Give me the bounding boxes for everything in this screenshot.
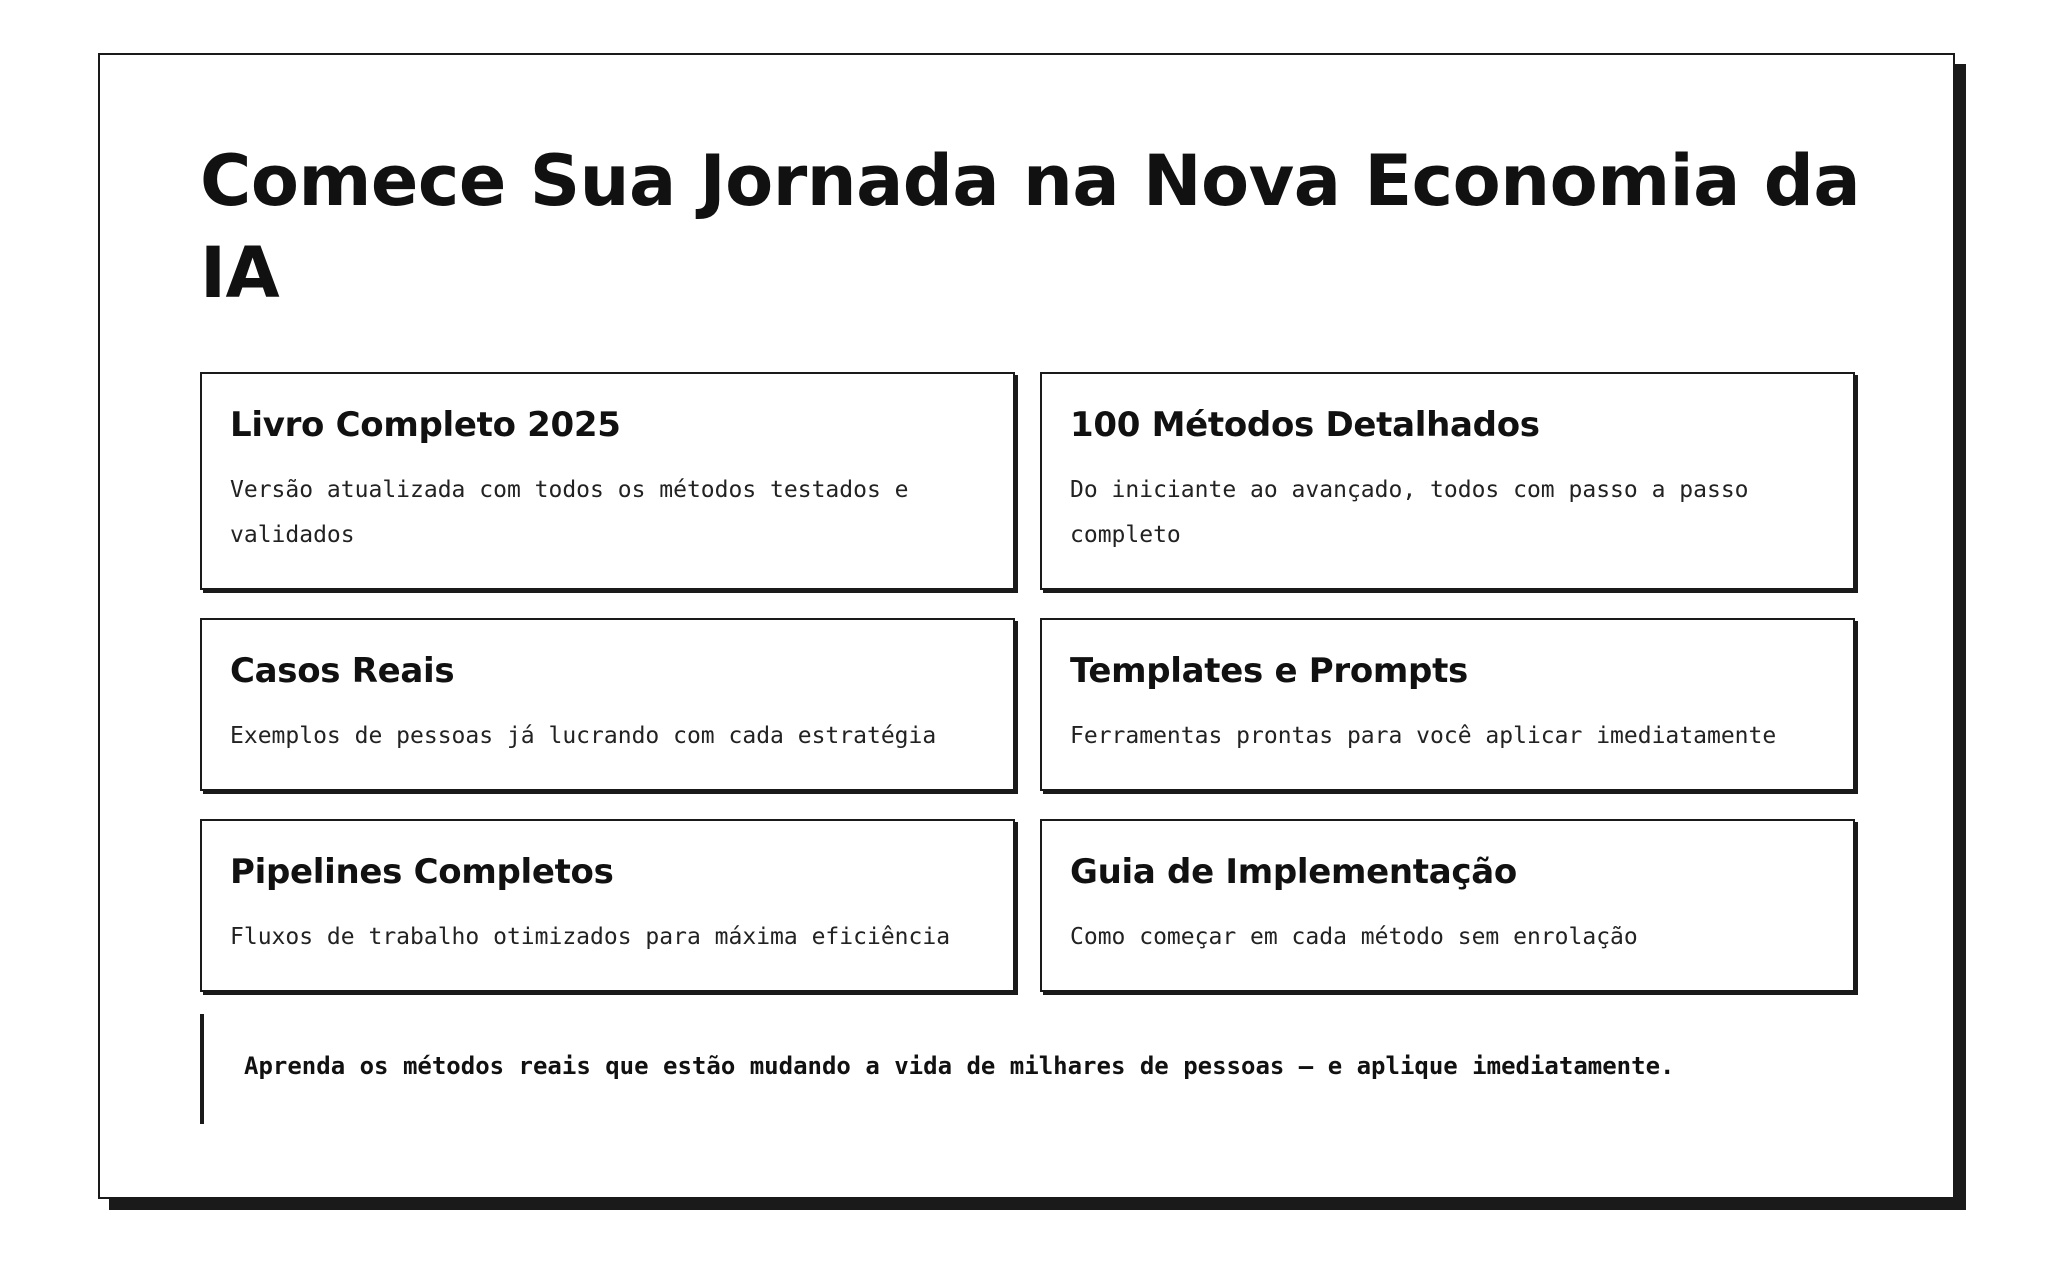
feature-card-description: Ferramentas prontas para você aplicar imediatamente bbox=[1070, 723, 1777, 749]
feature-card-description: Como começar em cada método sem enrolação bbox=[1070, 924, 1638, 950]
feature-card-title: Pipelines Completos bbox=[230, 852, 614, 892]
feature-card-title: Templates e Prompts bbox=[1070, 651, 1468, 691]
feature-card-title: Casos Reais bbox=[230, 651, 455, 691]
feature-card-title: Guia de Implementação bbox=[1070, 852, 1517, 892]
feature-card-description: Versão atualizada com todos os métodos testados e validados bbox=[230, 477, 909, 548]
callout-text: Aprenda os métodos reais que estão mudando a vida de milhares de pessoas — e aplique imediatamente. bbox=[244, 1052, 1675, 1080]
feature-card-100-metodos bbox=[1040, 372, 1855, 590]
feature-card-description: Exemplos de pessoas já lucrando com cada estratégia bbox=[230, 723, 937, 749]
features-grid bbox=[200, 372, 1855, 992]
callout-quote bbox=[200, 1014, 1840, 1124]
feature-card-description: Fluxos de trabalho otimizados para máxima eficiência bbox=[230, 924, 951, 950]
feature-card-guia-implementacao bbox=[1040, 819, 1855, 992]
feature-card-title: 100 Métodos Detalhados bbox=[1070, 405, 1540, 445]
feature-card-templates-prompts bbox=[1040, 618, 1855, 791]
feature-card-casos-reais bbox=[200, 618, 1015, 791]
feature-card-title: Livro Completo 2025 bbox=[230, 405, 621, 445]
feature-card-description: Do iniciante ao avançado, todos com passo a passo completo bbox=[1070, 477, 1749, 548]
page-title: Comece Sua Jornada na Nova Economia da IA bbox=[200, 140, 1861, 314]
feature-card-livro-completo bbox=[200, 372, 1015, 590]
content-panel bbox=[98, 53, 1955, 1199]
feature-card-pipelines bbox=[200, 819, 1015, 992]
